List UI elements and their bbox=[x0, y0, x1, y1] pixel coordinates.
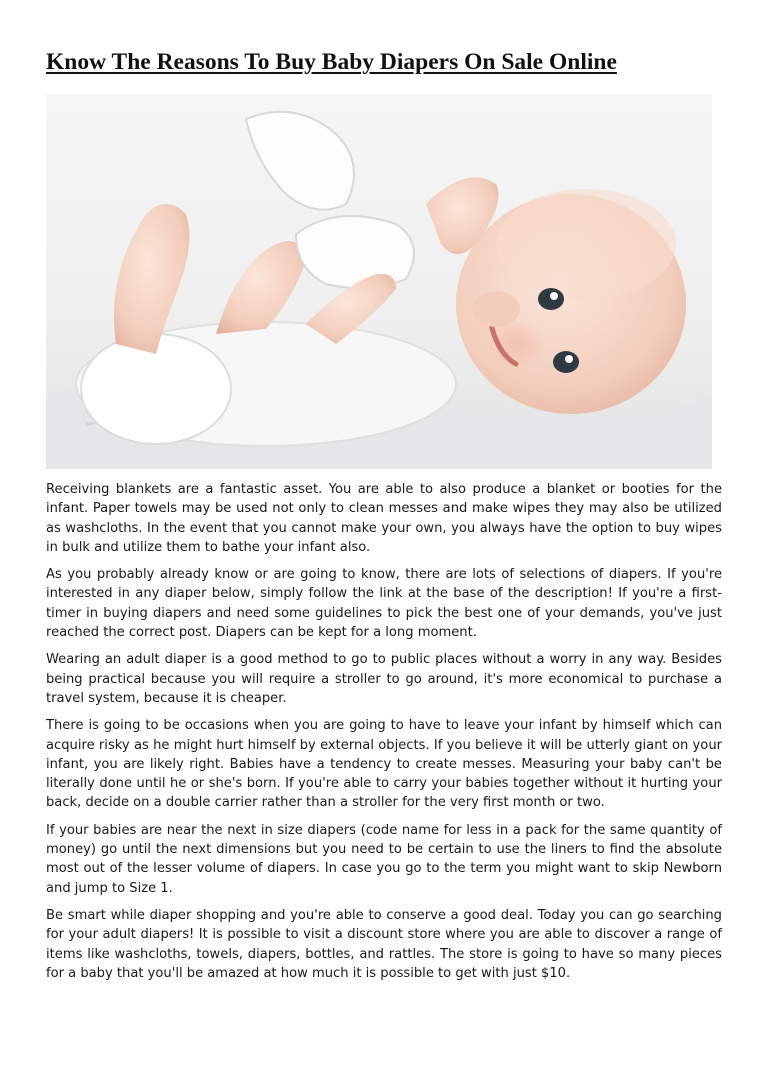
baby-illustration bbox=[46, 94, 712, 469]
paragraph: If your babies are near the next in size diapers (code name for less in a pack for the same quantity of money) go until the next dimensions but you need to be certain to use the liners to find the absolute most out of the lesser volume of diapers. In case you go to the term you might want to skip Newborn and jump to Size 1. bbox=[46, 822, 722, 896]
paragraph: Receiving blankets are a fantastic asset. You are able to also produce a blanket or booties for the infant. Paper towels may be used not only to clean messes and make wipes they may also be utilized as washcloths. In the event that you cannot make your own, you always have the option to buy wipes in bulk and utilize them to bathe your infant also. bbox=[46, 482, 722, 555]
document-title: Know The Reasons To Buy Baby Diapers On Sale Online bbox=[46, 49, 617, 75]
article-body bbox=[46, 480, 722, 991]
paragraph: Wearing an adult diaper is a good method to go to public places without a worry in any way. Besides being practical because you will require a stroller to go around, it's more economical to purchase a travel system, because it is cheaper. bbox=[46, 652, 722, 706]
paragraph: Be smart while diaper shopping and you're able to conserve a good deal. Today you can go searching for your adult diapers! It is possible to visit a discount store where you are able to discover a range of items like washcloths, towels, diapers, bottles, and rattles. The store is going to have so many pieces for a baby that you'll be amazed at how much it is possible to get with just $10. bbox=[46, 907, 722, 981]
baby-photo bbox=[46, 94, 712, 469]
paragraph: There is going to be occasions when you are going to have to leave your infant by himself which can acquire risky as he might hurt himself by external objects. If you believe it will be utterly giant on your infant, you are likely right. Babies have a tendency to create messes. Measuring your baby can't be literally done until he or she's born. If you're able to carry your babies together without it hurting your back, decide on a double carrier rather than a stroller for the very first month or two. bbox=[46, 718, 722, 811]
paragraph: As you probably already know or are going to know, there are lots of selections of diapers. If you're interested in any diaper below, simply follow the link at the base of the description! If you're a first-timer in buying diapers and need some guidelines to pick the best one of your demands, you've just reached the correct post. Diapers can be kept for a long moment. bbox=[46, 567, 722, 641]
